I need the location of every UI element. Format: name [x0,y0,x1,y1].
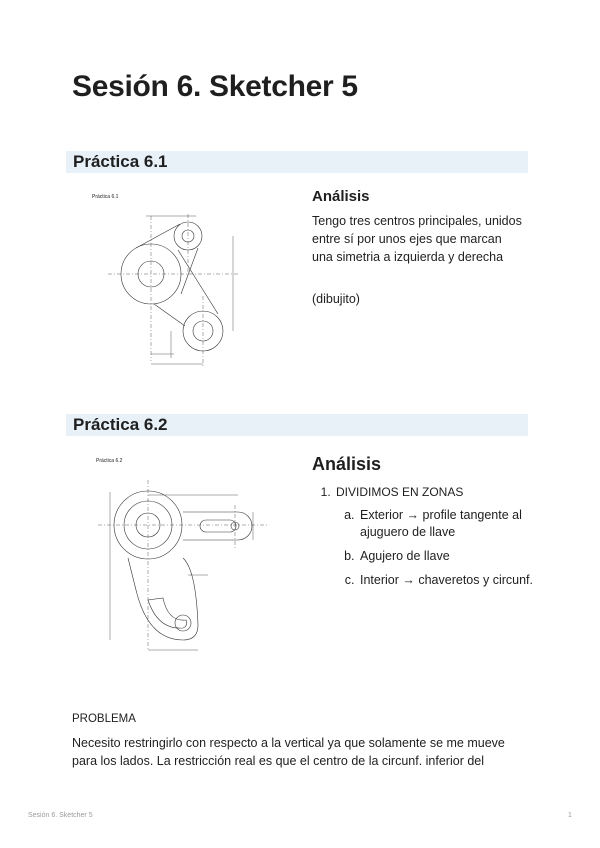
analysis-heading-6-1: Análisis [312,188,370,205]
list-item-divide [334,484,549,589]
list-item-label: DIVIDIMOS EN ZONAS [336,485,464,499]
sub-item-interior: c. Interior → chaveretos y circunf. [358,572,549,589]
footer-page-number: 1 [568,812,572,819]
drawing-caption: Práctica 6.1 [92,194,119,200]
section-heading-practica-6-1: Práctica 6.1 [66,151,528,173]
footer-doc-title: Sesión 6. Sketcher 5 [28,812,93,819]
zones-list [314,484,549,596]
sub-list [336,507,549,589]
drawing-caption-2: Práctica 6.2 [96,458,123,464]
analysis-text-6-1: Tengo tres centros principales, unidos entre sí por unos ejes que marcan una simetria a izquierda y derecha [312,214,522,264]
problem-label: PROBLEMA [72,713,136,725]
analysis-heading-6-2: Análisis [312,454,382,474]
sub-item-agujero: b. Agujero de llave [358,548,549,565]
technical-drawing-6-2 [88,450,278,660]
section-heading-practica-6-2: Práctica 6.2 [66,414,528,436]
problem-text: Necesito restringirlo con respecto a la vertical ya que solamente se me mueve para los lados. La restricción real es que el centro de la circunf. inferior del [72,736,505,768]
technical-drawing-6-1 [88,186,248,372]
sub-item-exterior: a. Exterior → profile tangente al ajuguero de llave [358,507,549,541]
page-title: Sesión 6. Sketcher 5 [72,70,358,103]
note-dibujito: (dibujito) [312,292,360,306]
